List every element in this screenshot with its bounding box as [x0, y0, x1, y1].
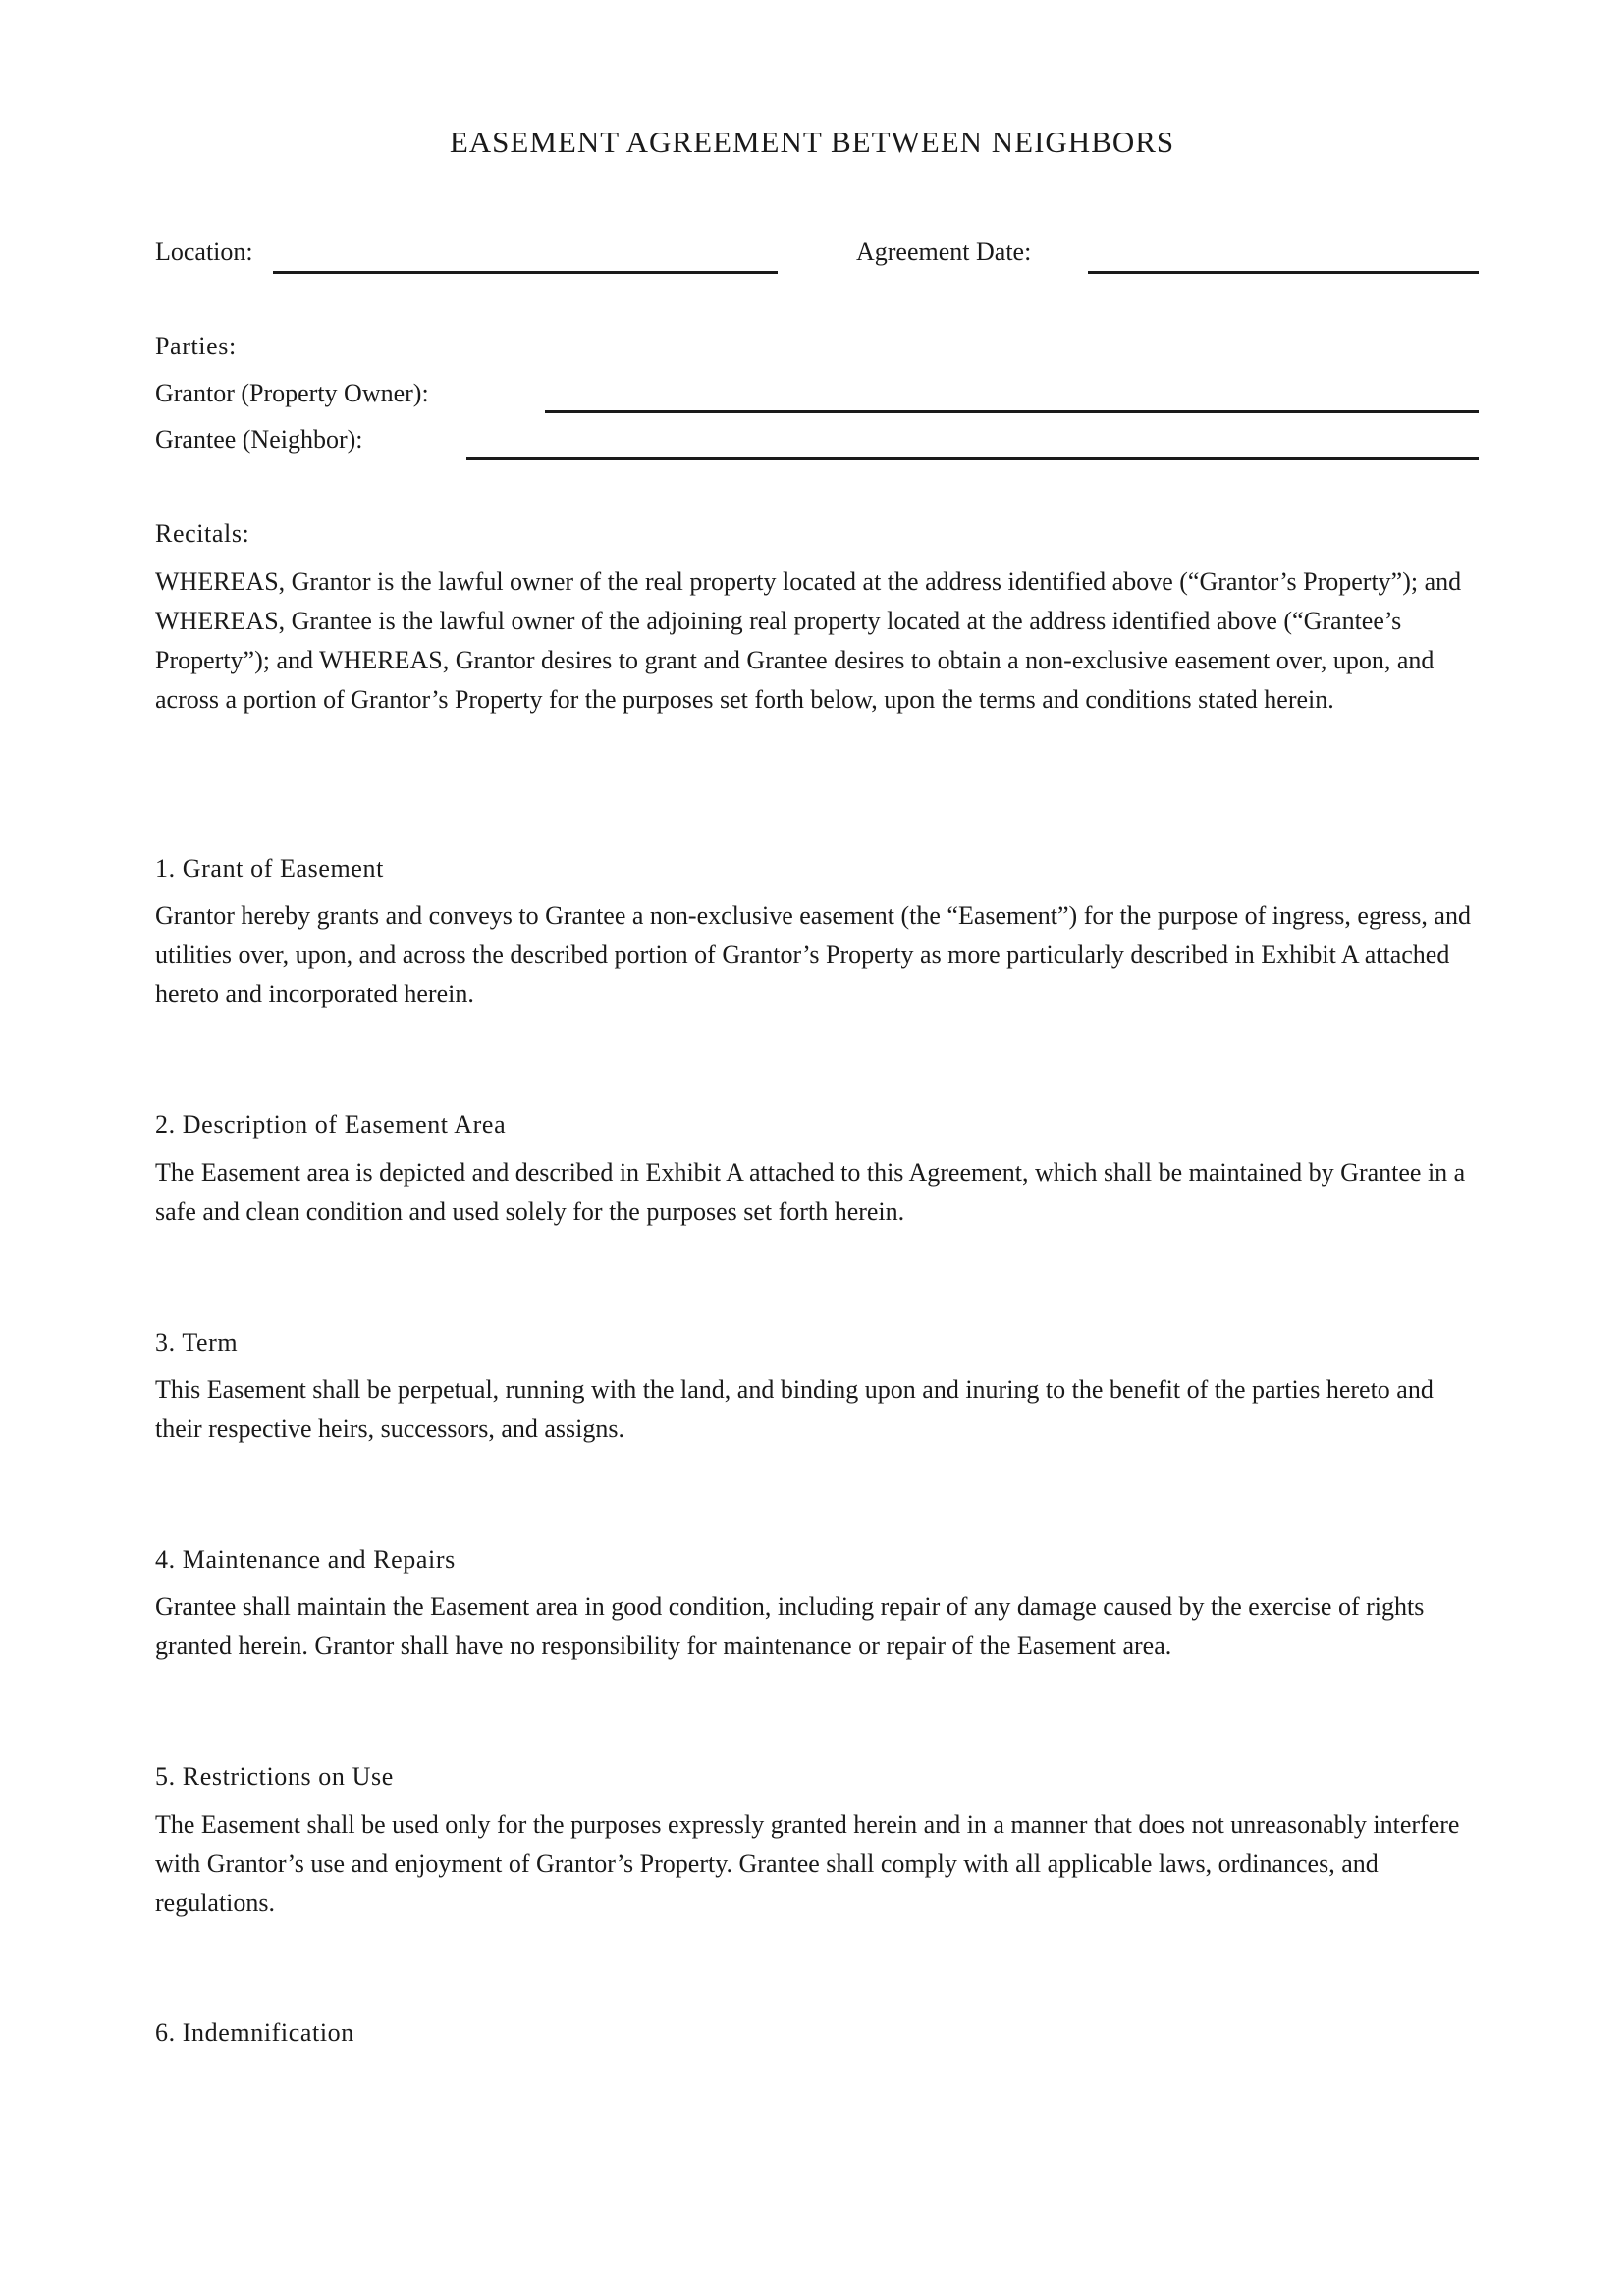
- section-3-heading: 3. Term: [155, 1328, 239, 1357]
- section-3-text: This Easement shall be perpetual, running with the land, and binding upon and inuring to the benefit of the parties hereto and their respective heirs, successors, and assigns.: [155, 1375, 1434, 1443]
- agreement-date-label: Agreement Date:: [856, 238, 1032, 266]
- section-4-heading: 4. Maintenance and Repairs: [155, 1545, 456, 1574]
- grantee-label: Grantee (Neighbor):: [155, 425, 363, 454]
- grantor-label: Grantor (Property Owner):: [155, 379, 429, 407]
- agreement-date-field[interactable]: [1088, 271, 1479, 274]
- recitals-text: WHEREAS, Grantor is the lawful owner of the real property located at the address identified above (“Grantor’s Property”); and WHEREAS, Grantee is the lawful owner of the adjoining real property located at the address identified above (“Grantee’s Property”); and WHEREAS, Grantor desires to grant and Grantee desires to obtain a non-exclusive easement over, upon, and across a portion of Grantor’s Property for the purposes set forth below, upon the terms and conditions stated herein.: [155, 567, 1462, 714]
- location-field[interactable]: [273, 271, 778, 274]
- parties-heading: Parties:: [155, 332, 237, 360]
- section-1-text: Grantor hereby grants and conveys to Grantee a non-exclusive easement (the “Easement”) for the purpose of ingress, egress, and utilities over, upon, and across the described portion of Grantor’s Property as more particularly described in Exhibit A attached hereto and incorporated herein.: [155, 901, 1471, 1008]
- section-2-text: The Easement area is depicted and described in Exhibit A attached to this Agreement, which shall be maintained by Grantee in a safe and clean condition and used solely for the purposes set forth herein.: [155, 1158, 1466, 1226]
- grantor-field[interactable]: [545, 410, 1479, 413]
- section-5-text: The Easement shall be used only for the purposes expressly granted herein and in a manner that does not unreasonably interfere with Grantor’s use and enjoyment of Grantor’s Property. Grantee shall comply with all applicable laws, ordinances, and regulations.: [155, 1810, 1460, 1917]
- document-title: EASEMENT AGREEMENT BETWEEN NEIGHBORS: [449, 125, 1175, 159]
- section-2-heading: 2. Description of Easement Area: [155, 1110, 507, 1139]
- location-label: Location:: [155, 238, 253, 266]
- grantee-field[interactable]: [466, 457, 1479, 460]
- section-5-heading: 5. Restrictions on Use: [155, 1762, 394, 1790]
- recitals-heading: Recitals:: [155, 519, 250, 548]
- section-1-heading: 1. Grant of Easement: [155, 854, 384, 882]
- section-4-text: Grantee shall maintain the Easement area in good condition, including repair of any damage caused by the exercise of rights granted herein. Grantor shall have no responsibility for maintenance or repair of the Easement area.: [155, 1592, 1425, 1660]
- section-6-heading: 6. Indemnification: [155, 2018, 354, 2047]
